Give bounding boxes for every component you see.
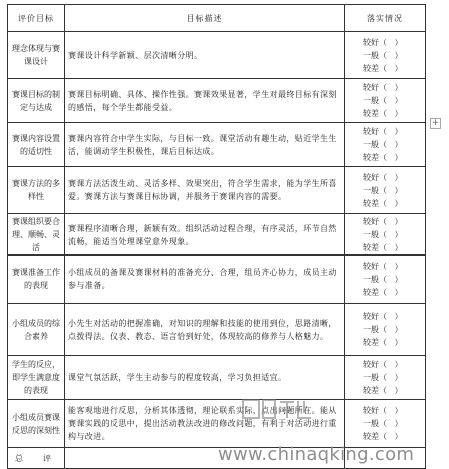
total-label: 总 评 [8,448,65,469]
rating-cell [345,255,426,304]
rating-option[interactable]: 较差（ ） [363,63,403,73]
evaluation-description: 赛课程序清晰合理，新颖有效。组织活动过程合理，有序灵活，环节自然流畅，能适当处理课堂意外现象。 [65,214,345,256]
expand-plus-icon[interactable]: + [431,118,440,128]
rating-option[interactable]: 较好（ ） [363,83,403,92]
table-row [8,79,426,123]
evaluation-item: 赛课内容设置的适切性 [8,123,65,167]
rating-option[interactable]: 较差（ ） [363,287,403,297]
rating-cell [345,123,426,167]
evaluation-description: 赛课内容符合中学生实际，与目标一致。课堂活动有趣生动，贴近学生生活，能调动学生积极性，课后目标达成。 [65,123,345,167]
rating-cell [345,79,426,123]
rating-option[interactable]: 一般（ ） [363,373,403,382]
rating-option[interactable]: 一般（ ） [363,185,403,195]
rating-cell [345,32,426,79]
rating-option[interactable]: 较差（ ） [363,109,403,118]
rating-option[interactable]: 较好（ ） [363,172,403,182]
evaluation-item: 理念体现与赛课设计 [8,32,65,79]
rating-cell [345,304,426,356]
rating-cell [345,356,426,400]
rating-cell [345,214,426,256]
header-item: 评价目标 [8,5,65,32]
table-row [8,123,426,167]
rating-option[interactable]: 较差（ ） [363,386,403,395]
rating-option[interactable]: 较差（ ） [363,243,403,252]
rating-option[interactable]: 一般（ ） [363,96,403,105]
watermark-url: www.chinaqking.com [218,444,415,465]
table-row [8,32,426,79]
header-result: 落实情况 [345,5,426,32]
evaluation-description: 课堂气氛活跃，学生主动参与的程度较高，学习负担适宜。 [65,356,345,400]
rating-option[interactable]: 较好（ ） [363,406,403,415]
table-header-row [8,5,426,32]
evaluation-description: 小组成员的备课及赛课材料的准备充分、合理，组员齐心协力，成员主动参与准备。 [65,255,345,304]
table-row [8,304,426,356]
rating-option[interactable]: 较好（ ） [363,127,403,136]
evaluation-description: 赛课设计科学新颖、层次清晰分明。 [65,32,345,79]
rating-option[interactable]: 较差（ ） [363,198,403,208]
rating-option[interactable]: 一般（ ） [363,274,403,284]
rating-option[interactable]: 较好（ ） [363,261,403,271]
evaluation-item: 赛课组织要合理、顺畅、灵活 [8,214,65,256]
evaluation-item: 小组成员的综合素养 [8,304,65,356]
evaluation-description: 能客观地进行反思，分析其体透彻，理论联系实际，点出问题所在。能从赛课实践的反思中，提出活动教法改进的修改问题，有利于对活动进行重构与改进。 [65,400,345,448]
table-row [8,400,426,448]
evaluation-table-part2 [7,254,426,469]
rating-cell [345,167,426,214]
rating-cell [345,400,426,448]
table-row [8,356,426,400]
rating-option[interactable]: 一般（ ） [363,230,403,239]
evaluation-description: 赛课目标明确、具体、操作性强。赛课效果显著，学生对最终目标有深刻的感悟，每个学生都能受益。 [65,79,345,123]
rating-option[interactable]: 较好（ ） [363,217,403,226]
watermark-logo [242,398,314,420]
evaluation-item: 赛课准备工作的表现 [8,255,65,304]
table-row [8,167,426,214]
rating-option[interactable]: 较好（ ） [363,312,403,321]
rating-option[interactable]: 较差（ ） [363,153,403,162]
rating-option[interactable]: 一般（ ） [363,419,403,428]
evaluation-item: 赛课方法的多样性 [8,167,65,214]
table-row [8,214,426,256]
rating-option[interactable]: 较好（ ） [363,37,403,47]
evaluation-description: 赛课方法活泼生动、灵活多样、效果突出，符合学生需求，能为学生所喜爱。赛课方法与赛课目标协调，并服务于赛课内容的需要。 [65,167,345,214]
evaluation-item: 小组成员赛课反思的深刻性 [8,400,65,448]
header-description: 目标描述 [65,5,345,32]
table-row [8,255,426,304]
evaluation-item: 赛课目标的制定与达成 [8,79,65,123]
evaluation-table-part1 [7,4,426,256]
evaluation-item: 学生的反应，即学生满意度的表现 [8,356,65,400]
rating-option[interactable]: 一般（ ） [363,325,403,334]
evaluation-description: 小先生对活动的把握准确，对知识的理解和技能的使用到位，思路清晰，点拨得法。仪表、教态、语言恰到好处，体现较高的修养与人格魅力。 [65,304,345,356]
rating-option[interactable]: 一般（ ） [363,50,403,60]
rating-option[interactable]: 较差（ ） [363,432,403,441]
rating-option[interactable]: 较差（ ） [363,338,403,347]
rating-option[interactable]: 较好（ ） [363,360,403,369]
rating-option[interactable]: 一般（ ） [363,140,403,149]
